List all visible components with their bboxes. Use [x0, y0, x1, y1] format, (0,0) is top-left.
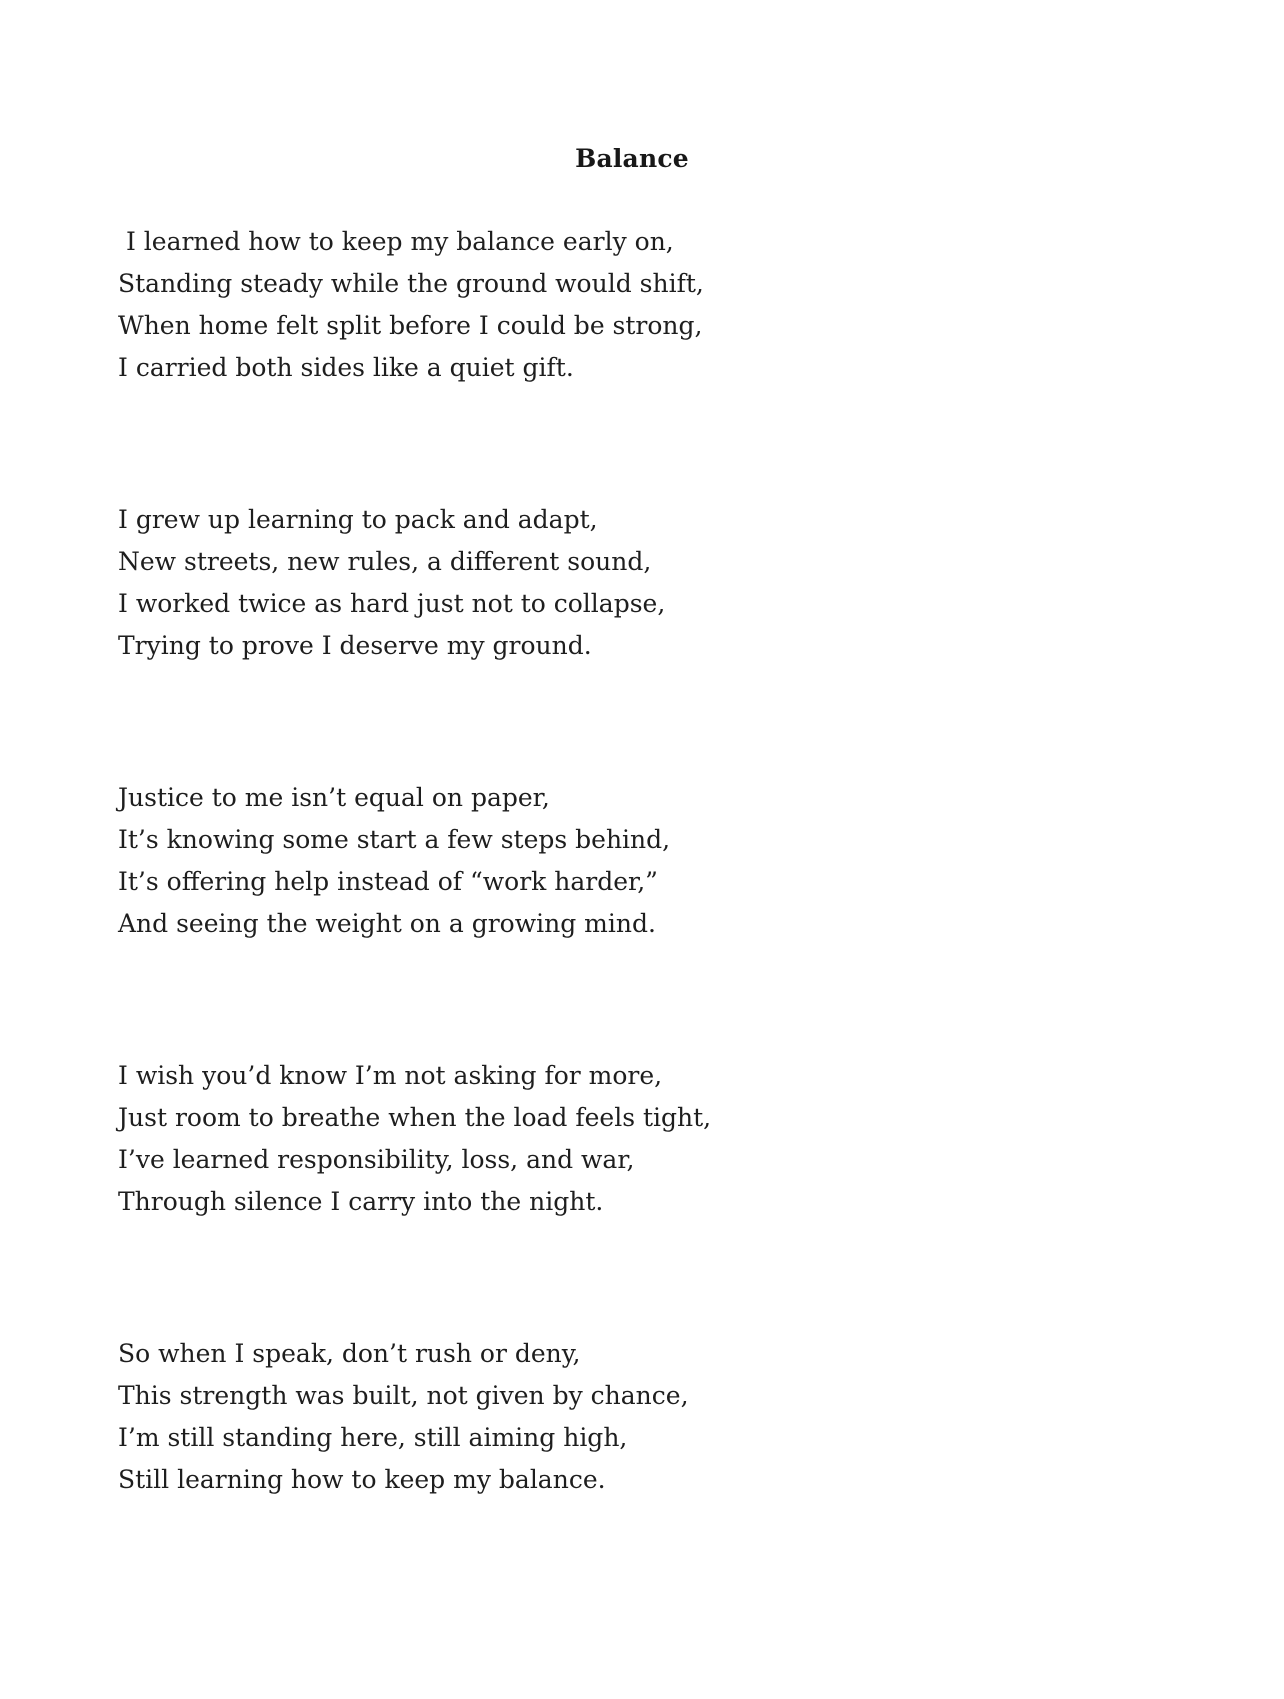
poem-line: So when I speak, don’t rush or deny, — [118, 1339, 581, 1368]
poem-line: I’ve learned responsibility, loss, and war, — [118, 1145, 635, 1174]
poem-line: I wish you’d know I’m not asking for more, — [118, 1061, 663, 1090]
poem-line: New streets, new rules, a different sound, — [118, 547, 652, 576]
poem-title: Balance — [575, 144, 689, 173]
poem-line: I’m still standing here, still aiming high, — [118, 1423, 628, 1452]
poem-line: I learned how to keep my balance early on, — [118, 227, 674, 256]
poem-line: It’s knowing some start a few steps behind, — [118, 825, 671, 854]
poem-line: Justice to me isn’t equal on paper, — [118, 783, 550, 812]
poem-line: Still learning how to keep my balance. — [118, 1465, 606, 1494]
poem-line: I carried both sides like a quiet gift. — [118, 353, 574, 382]
poem-line: And seeing the weight on a growing mind. — [118, 909, 656, 938]
stanza-3 — [118, 777, 1146, 945]
stanza-5 — [118, 1333, 1146, 1501]
poem-line: It’s offering help instead of “work harder,” — [118, 867, 658, 896]
poem-line: This strength was built, not given by chance, — [118, 1381, 689, 1410]
poem-line: Standing steady while the ground would shift, — [118, 269, 704, 298]
stanza-1 — [118, 221, 1146, 389]
poem-line: I grew up learning to pack and adapt, — [118, 505, 598, 534]
poem-line: I worked twice as hard just not to collapse, — [118, 589, 666, 618]
poem-line: Just room to breathe when the load feels tight, — [118, 1103, 712, 1132]
stanza-4 — [118, 1055, 1146, 1223]
poem-content — [118, 138, 1146, 1501]
stanza-2 — [118, 499, 1146, 667]
poem-line: When home felt split before I could be strong, — [118, 311, 703, 340]
poem-line: Through silence I carry into the night. — [118, 1187, 604, 1216]
poem-line: Trying to prove I deserve my ground. — [118, 631, 592, 660]
